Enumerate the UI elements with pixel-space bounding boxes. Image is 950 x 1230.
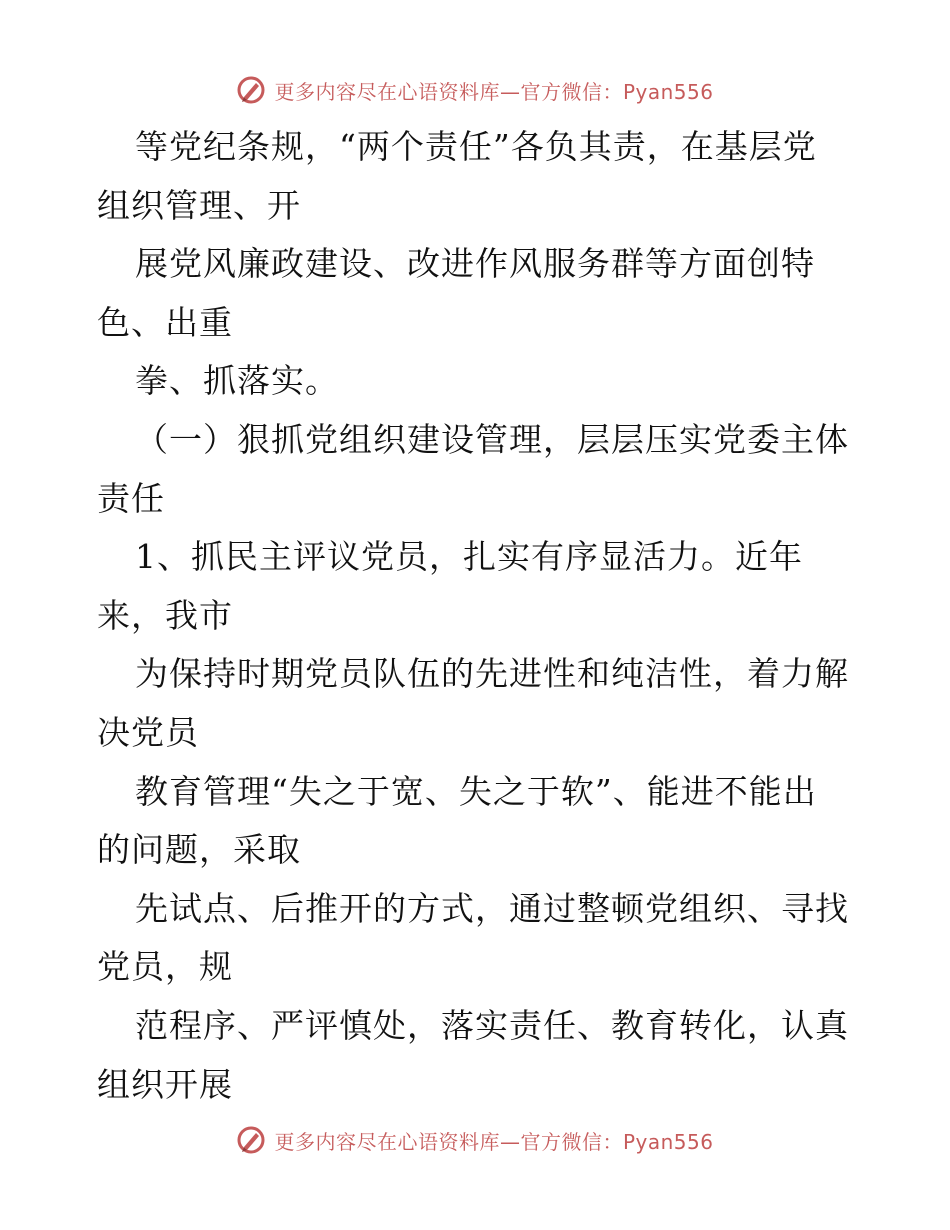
text-line: 1、抓民主评议党员，扎实有序显活力。近年 xyxy=(135,537,803,577)
header-banner-text: 更多内容尽在心语资料库—官方微信：Pyan556 xyxy=(274,79,714,104)
text-line: 范程序、严评慎处，落实责任、教育转化，认真 xyxy=(135,1005,849,1045)
text-line: 为保持时期党员队伍的先进性和纯洁性，着力解 xyxy=(135,654,849,694)
text-line: 党员，规 xyxy=(97,947,233,987)
text-line: 组织管理、开 xyxy=(97,185,301,225)
header-banner xyxy=(0,70,950,110)
footer-banner xyxy=(0,1120,950,1160)
text-line: 教育管理“失之于宽、失之于软”、能进不能出 xyxy=(135,771,817,811)
text-line: （一）狠抓党组织建设管理，层层压实党委主体 xyxy=(135,419,849,459)
text-line: 组织开展 xyxy=(97,1064,233,1104)
text-line: 拳、抓落实。 xyxy=(135,361,339,401)
footer-banner-text: 更多内容尽在心语资料库—官方微信：Pyan556 xyxy=(274,1129,714,1154)
pen-logo-icon xyxy=(236,1125,266,1155)
text-line: 决党员 xyxy=(97,712,199,752)
text-line: 责任 xyxy=(97,478,165,518)
text-line: 等党纪条规，“两个责任”各负其责，在基层党 xyxy=(135,127,817,166)
text-line: 的问题，采取 xyxy=(97,830,301,870)
text-line: 展党风廉政建设、改进作风服务群等方面创特 xyxy=(135,244,815,284)
text-line: 先试点、后推开的方式，通过整顿党组织、寻找 xyxy=(135,888,849,928)
document-body xyxy=(97,118,867,1114)
pen-logo-icon xyxy=(236,75,266,105)
text-line: 来，我市 xyxy=(97,595,233,635)
text-line: 色、出重 xyxy=(97,302,233,342)
